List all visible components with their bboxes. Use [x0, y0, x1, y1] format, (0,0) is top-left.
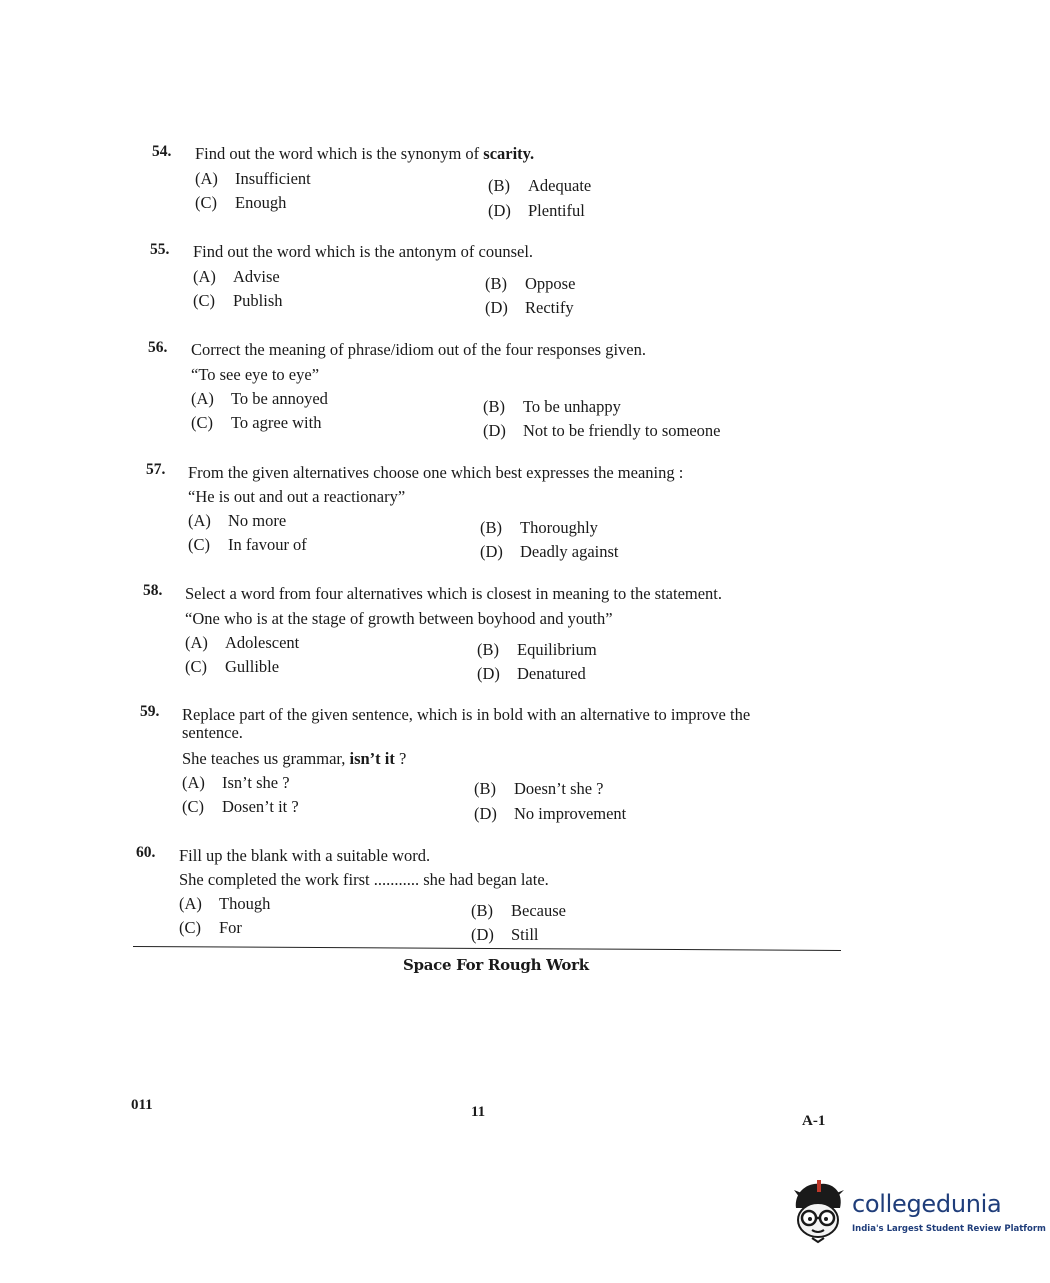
option-a[interactable]: (A) Adolescent	[185, 633, 300, 652]
option-c[interactable]: (C) Publish	[193, 291, 283, 310]
option-a[interactable]: (A) Isn’t she ?	[182, 773, 290, 792]
stem-keyword: scarity.	[483, 144, 535, 163]
option-d[interactable]: (D) Still	[471, 925, 539, 944]
question-stem: From the given alternatives choose one which best expresses the meaning :	[188, 463, 684, 482]
option-c[interactable]: (C) Dosen’t it ?	[182, 797, 299, 816]
option-c[interactable]: (C) For	[179, 918, 242, 937]
divider-line	[133, 946, 841, 951]
brand-tagline: India's Largest Student Review Platform	[852, 1224, 1046, 1234]
question-number: 59.	[140, 703, 160, 720]
option-a[interactable]: (A) Though	[179, 894, 271, 913]
option-d[interactable]: (D) Rectify	[485, 298, 574, 317]
question-number: 55.	[150, 241, 170, 258]
option-c[interactable]: (C) Enough	[195, 193, 287, 212]
option-c[interactable]: (C) To agree with	[191, 413, 322, 432]
option-a[interactable]: (A) Advise	[193, 267, 280, 286]
question-number: 56.	[148, 339, 168, 356]
question-stem: Correct the meaning of phrase/idiom out of the four responses given.	[191, 340, 647, 359]
option-d[interactable]: (D) No improvement	[474, 804, 627, 823]
question-number: 58.	[143, 582, 163, 599]
option-b[interactable]: (B) Oppose	[485, 274, 576, 293]
question-stem: Find out the word which is the synonym of scarity.	[195, 144, 535, 163]
option-a[interactable]: (A) Insufficient	[195, 169, 311, 188]
rough-work-heading: Space For Rough Work	[403, 956, 589, 974]
question-stem: Find out the word which is the antonym of counsel.	[193, 242, 534, 261]
question-stem: Fill up the blank with a suitable word.	[179, 846, 431, 865]
mascot-icon	[790, 1178, 848, 1244]
page-number: 11	[471, 1104, 486, 1120]
blank-sentence: She completed the work first ........... she had began late.	[179, 870, 549, 889]
question-number: 54.	[152, 143, 172, 160]
idiom-quote: “To see eye to eye”	[191, 365, 320, 384]
option-a[interactable]: (A) To be annoyed	[191, 389, 328, 408]
question-stem: Replace part of the given sentence, which is in bold with an alternative to improve the	[182, 705, 751, 724]
question-stem: Select a word from four alternatives which is closest in meaning to the statement.	[185, 584, 723, 603]
bold-part: isn’t it	[349, 749, 395, 768]
meaning-quote: “He is out and out a reactionary”	[188, 487, 406, 506]
set-code: A-1	[802, 1113, 826, 1129]
option-d[interactable]: (D) Not to be friendly to someone	[483, 421, 721, 440]
option-b[interactable]: (B) Equilibrium	[477, 640, 597, 659]
option-a[interactable]: (A) No more	[188, 511, 287, 530]
option-d[interactable]: (D) Plentiful	[488, 201, 585, 220]
question-number: 60.	[136, 844, 156, 861]
question-stem-continued: sentence.	[182, 723, 243, 742]
option-d[interactable]: (D) Deadly against	[480, 542, 619, 561]
option-b[interactable]: (B) Adequate	[488, 176, 592, 195]
question-number: 57.	[146, 461, 166, 478]
paper-code: 011	[131, 1097, 153, 1113]
option-d[interactable]: (D) Denatured	[477, 664, 586, 683]
statement-quote: “One who is at the stage of growth between boyhood and youth”	[185, 609, 613, 628]
option-c[interactable]: (C) Gullible	[185, 657, 280, 676]
option-b[interactable]: (B) Because	[471, 901, 566, 920]
option-b[interactable]: (B) Thoroughly	[480, 518, 598, 537]
brand-name: collegedunia	[852, 1190, 1002, 1218]
collegedunia-logo	[790, 1178, 1046, 1248]
option-b[interactable]: (B) Doesn’t she ?	[474, 779, 604, 798]
option-b[interactable]: (B) To be unhappy	[483, 397, 621, 416]
sentence: She teaches us grammar, isn’t it ?	[182, 749, 407, 768]
option-c[interactable]: (C) In favour of	[188, 535, 307, 554]
